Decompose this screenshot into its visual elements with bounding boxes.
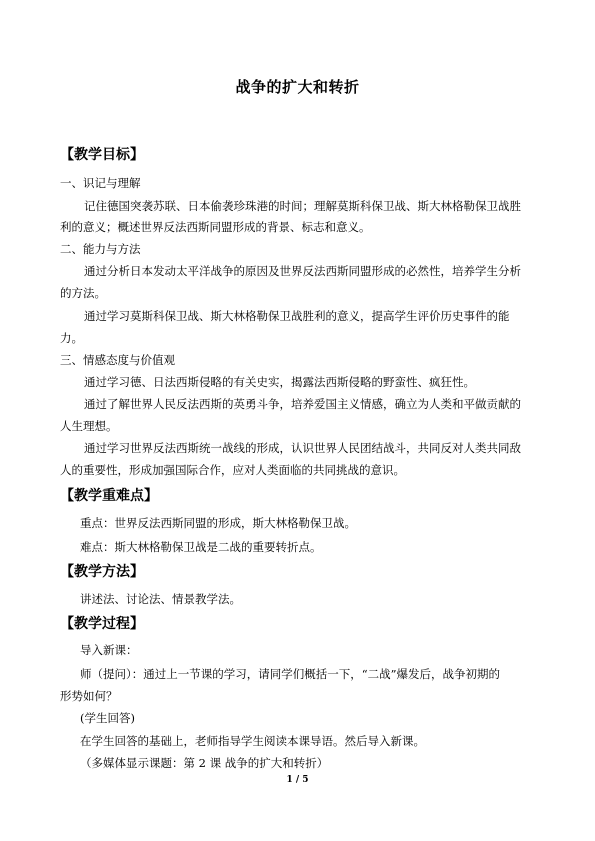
process-slide-topic: （多媒体显示课题：第 2 课 战争的扩大和转折） (80, 756, 329, 770)
goals-paragraph-4-line-1: 通过学习德、日法西斯侵略的有关史实，揭露法西斯侵略的野蛮性、疯狂性。 (84, 375, 475, 389)
process-question-line-1: 师（提问）：通过上一节课的学习，请同学们概括一下，“二战”爆发后，战争初期的 (80, 667, 501, 681)
process-teacher-guide: 在学生回答的基础上，老师指导学生阅读本课导语。然后导入新课。 (80, 734, 425, 748)
goals-paragraph-1-line-2: 利的意义；概述世界反法西斯同盟形成的背景、标志和意义。 (60, 220, 371, 234)
process-intro: 导入新课： (80, 643, 138, 657)
goals-heading-1: 一、识记与理解 (60, 176, 141, 190)
method-text: 讲述法、讨论法、情景教学法。 (80, 592, 241, 606)
section-heading-difficulty: 【教学重难点】 (60, 488, 158, 504)
goals-paragraph-2-line-1: 通过分析日本发动太平洋战争的原因及世界反法西斯同盟形成的必然性，培养学生分析 (84, 264, 521, 278)
section-heading-method: 【教学方法】 (60, 564, 144, 580)
goals-paragraph-5-line-2: 人生理想。 (60, 419, 118, 433)
goals-paragraph-6-line-1: 通过学习世界反法西斯统一战线的形成，认识世界人民团结战斗，共同反对人类共同敌 (84, 441, 521, 455)
goals-paragraph-3-line-2: 力。 (60, 331, 83, 345)
document-title: 战争的扩大和转折 (235, 78, 360, 96)
goals-paragraph-2-line-2: 的方法。 (60, 286, 106, 300)
page-number: 1 / 5 (286, 775, 309, 785)
goals-paragraph-3-line-1: 通过学习莫斯科保卫战、斯大林格勒保卫战胜利的意义，提高学生评价历史事件的能 (84, 309, 510, 323)
goals-heading-3: 三、情感态度与价值观 (60, 353, 175, 367)
process-student-answer: (学生回答) (80, 711, 135, 725)
goals-paragraph-6-line-2: 人的重要性，形成加强国际合作，应对人类面临的共同挑战的意识。 (60, 463, 405, 477)
goals-heading-2: 二、能力与方法 (60, 242, 141, 256)
goals-paragraph-1-line-1: 记住德国突袭苏联、日本偷袭珍珠港的时间；理解莫斯科保卫战、斯大林格勒保卫战胜 (84, 199, 521, 213)
section-heading-goals: 【教学目标】 (60, 147, 144, 163)
difficulty-key-point: 重点：世界反法西斯同盟的形成，斯大林格勒保卫战。 (80, 516, 356, 530)
process-question-line-2: 形势如何？ (60, 689, 118, 703)
goals-paragraph-5-line-1: 通过了解世界人民反法西斯的英勇斗争，培养爱国主义情感，确立为人类和平做贡献的 (84, 397, 521, 411)
difficulty-hard-point: 难点：斯大林格勒保卫战是二战的重要转折点。 (80, 540, 322, 554)
section-heading-process: 【教学过程】 (60, 616, 144, 632)
